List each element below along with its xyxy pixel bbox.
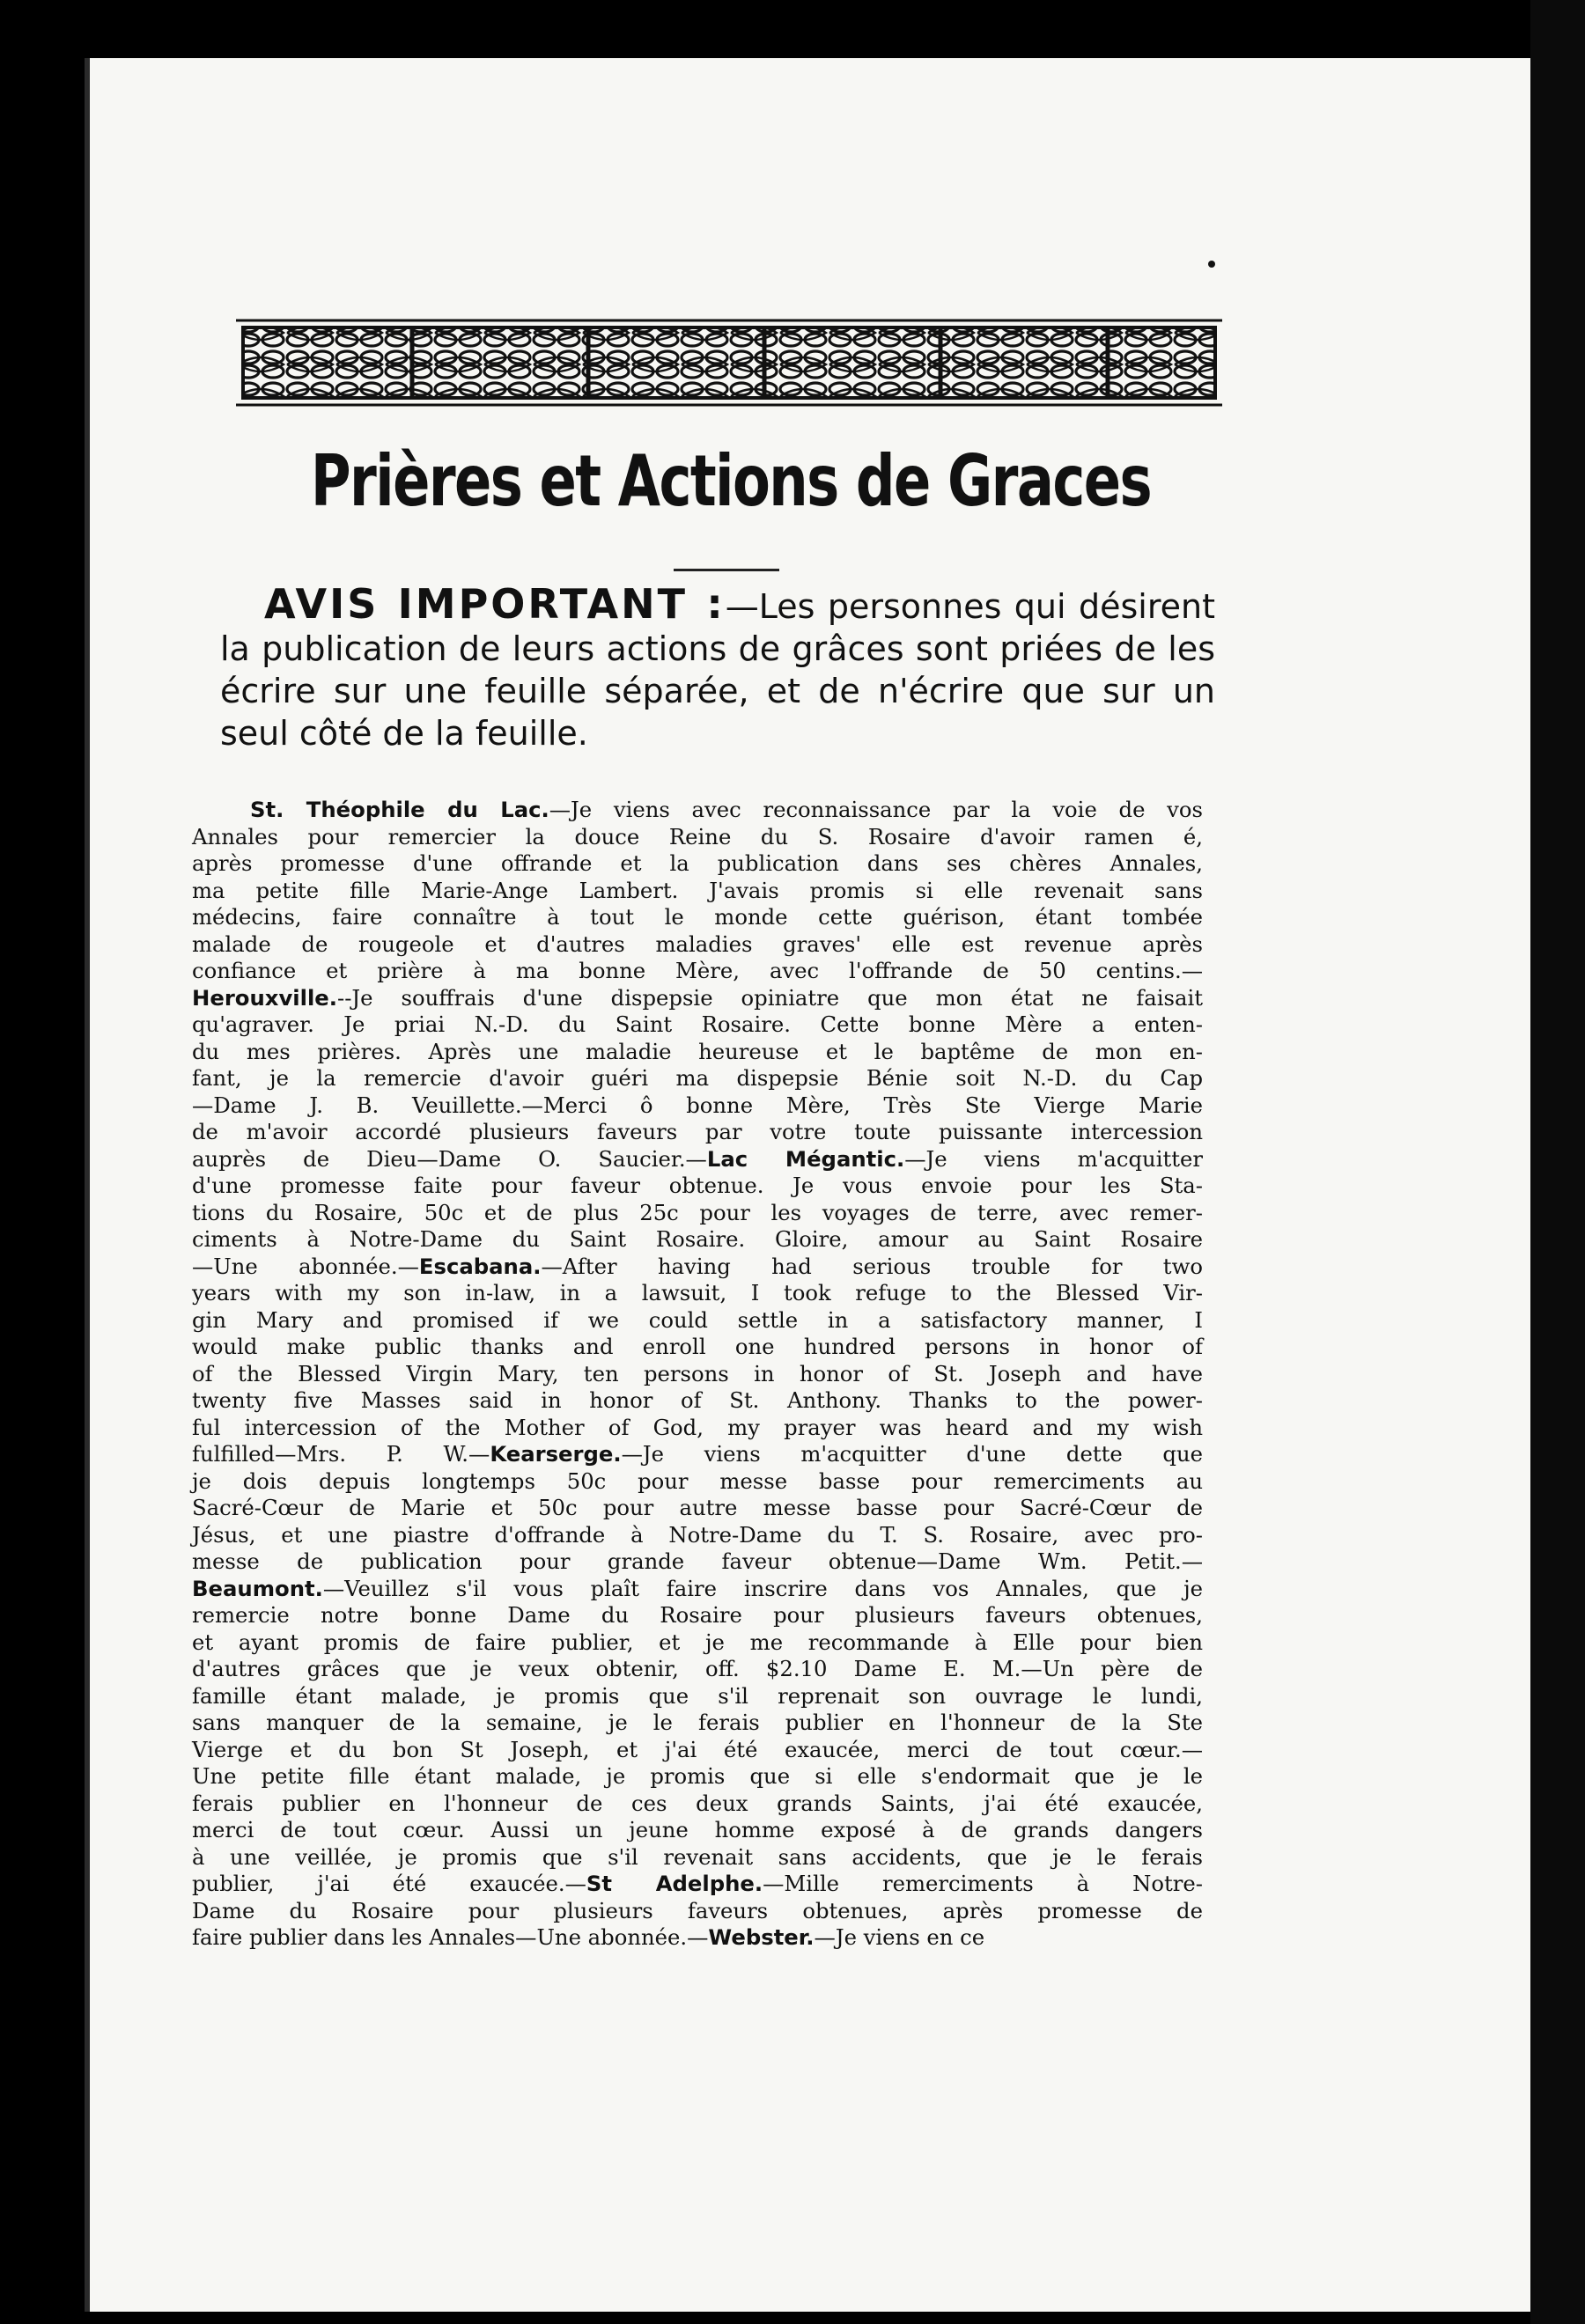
text-line	[192, 1629, 1203, 1657]
text-run: --Je souffrais d'une dispepsie opiniatre que mon état ne faisait	[337, 984, 1203, 1011]
text-line	[192, 1656, 1203, 1683]
text-run: publier, j'ai été exaucée.—	[192, 1871, 586, 1896]
text-run: Jésus, et une piastre d'offrande à Notre-Dame du T. S. Rosaire, avec pro-	[192, 1521, 1203, 1548]
text-line	[192, 1898, 1203, 1925]
text-line	[192, 1334, 1203, 1361]
text-line	[192, 1307, 1203, 1335]
text-run: tions du Rosaire, 50c et de plus 25c pour les voyages de terre, avec remer-	[192, 1199, 1203, 1225]
text-run: gin Mary and promised if we could settle in a satisfactory manner, I	[192, 1306, 1203, 1333]
text-run: fant, je la remercie d'avoir guéri ma dispepsie Bénie soit N.-D. du Cap	[192, 1065, 1203, 1091]
thanksgiving-letters	[192, 797, 1203, 1952]
text-line	[192, 1817, 1203, 1844]
place-name: St. Théophile du Lac.	[250, 797, 549, 822]
place-name: St Adelphe.	[586, 1871, 763, 1896]
text-run: d'autres grâces que je veux obtenir, off. $2.10 Dame E. M.—Un père de	[192, 1656, 1203, 1681]
text-run: of the Blessed Virgin Mary, ten persons in honor of St. Joseph and have	[192, 1360, 1203, 1386]
text-line	[192, 797, 1203, 824]
text-line	[192, 958, 1203, 985]
text-line	[192, 1039, 1203, 1066]
text-run: Sacré-Cœur de Marie et 50c pour autre messe basse pour Sacré-Cœur de	[192, 1495, 1203, 1520]
text-run: médecins, faire connaître à tout le monde cette guérison, étant tombée	[192, 904, 1203, 930]
text-line	[192, 1361, 1203, 1388]
text-line	[192, 824, 1203, 851]
place-name: Kearserge.	[490, 1441, 622, 1467]
text-run: ferais publier en l'honneur de ces deux grands Saints, j'ai été exaucée,	[192, 1790, 1203, 1816]
text-line	[192, 985, 1203, 1012]
text-run: years with my son in-law, in a lawsuit, I took refuge to the Blessed Vir-	[192, 1280, 1203, 1305]
text-run: —Je viens avec reconnaissance par la voie de vos	[549, 797, 1203, 822]
text-run: —Je viens m'acquitter	[904, 1145, 1203, 1172]
text-run: ful intercession of the Mother of God, my prayer was heard and my wish	[192, 1414, 1203, 1440]
text-run: would make public thanks and enroll one hundred persons in honor of	[192, 1334, 1203, 1359]
text-run: —Dame J. B. Veuillette.—Merci ô bonne Mère, Très Ste Vierge Marie	[192, 1092, 1203, 1118]
text-line	[192, 1119, 1203, 1146]
text-run: Une petite fille étant malade, je promis que si elle s'endormait que je le	[192, 1763, 1203, 1789]
text-run: ciments à Notre-Dame du Saint Rosaire. Gloire, amour au Saint Rosaire	[192, 1226, 1203, 1252]
text-line	[192, 1844, 1203, 1872]
text-run: auprès de Dieu—Dame O. Saucier.—	[192, 1145, 707, 1172]
text-run: Vierge et du bon St Joseph, et j'ai été exaucée, merci de tout cœur.—	[192, 1736, 1203, 1762]
text-line	[192, 878, 1203, 905]
text-line	[192, 1011, 1203, 1039]
text-run: Annales pour remercier la douce Reine du S. Rosaire d'avoir ramen é,	[192, 823, 1203, 849]
text-line	[192, 1737, 1203, 1764]
text-line	[192, 931, 1203, 959]
text-run: Dame du Rosaire pour plusieurs faveurs obtenues, après promesse de	[192, 1897, 1203, 1923]
text-run: après promesse d'une offrande et la publication dans ses chères Annales,	[192, 850, 1203, 876]
text-run: twenty five Masses said in honor of St. Anthony. Thanks to the power-	[192, 1387, 1203, 1413]
text-line	[192, 1522, 1203, 1549]
important-notice	[220, 580, 1215, 754]
text-run: je dois depuis longtemps 50c pour messe basse pour remerciments au	[192, 1467, 1203, 1494]
text-run: —Je viens en ce	[814, 1924, 985, 1950]
text-run: qu'agraver. Je priai N.-D. du Saint Rosaire. Cette bonne Mère a enten-	[192, 1011, 1203, 1037]
text-line	[192, 850, 1203, 878]
text-run: malade de rougeole et d'autres maladies graves' elle est revenue après	[192, 930, 1203, 957]
text-line	[192, 1146, 1203, 1173]
text-line	[192, 1065, 1203, 1092]
text-run: sans manquer de la semaine, je le ferais publier en l'honneur de la Ste	[192, 1710, 1203, 1735]
text-run: faire publier dans les Annales—Une abonnée.—	[192, 1924, 709, 1950]
place-name: Beaumont.	[192, 1575, 323, 1601]
text-run: —After having had serious trouble for two	[541, 1253, 1203, 1279]
text-run: —Une abonnée.—	[192, 1253, 419, 1279]
text-run: à une veillée, je promis que s'il revenait sans accidents, que je le ferais	[192, 1843, 1203, 1870]
text-run: merci de tout cœur. Aussi un jeune homme exposé à de grands dangers	[192, 1817, 1203, 1842]
place-name: Herouxville.	[192, 984, 337, 1011]
text-run: —Mille remerciments à Notre-	[763, 1871, 1203, 1896]
text-line	[192, 1387, 1203, 1415]
text-line	[192, 1763, 1203, 1791]
text-line	[192, 1200, 1203, 1227]
place-name: Escabana.	[418, 1253, 542, 1279]
text-run: du mes prières. Après une maladie heureuse et le baptême de mon en-	[192, 1038, 1203, 1064]
text-line	[192, 1710, 1203, 1737]
text-run: d'une promesse faite pour faveur obtenue. Je vous envoie pour les Sta-	[192, 1173, 1203, 1198]
text-line	[192, 1280, 1203, 1307]
text-run: remercie notre bonne Dame du Rosaire pour plusieurs faveurs obtenues,	[192, 1602, 1203, 1628]
ink-speck	[1208, 261, 1215, 268]
place-name: Lac Mégantic.	[706, 1145, 905, 1172]
text-line	[192, 1441, 1203, 1468]
text-run: et ayant promis de faire publier, et je me recommande à Elle pour bien	[192, 1629, 1203, 1655]
page-edge	[1530, 0, 1585, 2324]
text-run: —Veuillez s'il vous plaît faire inscrire dans vos Annales, que je	[322, 1575, 1203, 1601]
text-line	[192, 1173, 1203, 1200]
text-run: —Je viens m'acquitter d'une dette que	[621, 1441, 1203, 1467]
text-line	[192, 1092, 1203, 1120]
text-line	[192, 1924, 1203, 1952]
text-line	[192, 1548, 1203, 1576]
text-run: de m'avoir accordé plusieurs faveurs par votre toute puissante intercession	[192, 1119, 1203, 1144]
text-run: fulfilled—Mrs. P. W.—	[192, 1441, 490, 1467]
notice-text: —Les personnes qui désirent la publication de leurs actions de grâces sont priées de les écrire sur une feuille séparée, et de n'écrire que sur un seul côté de la feuille.	[220, 587, 1215, 753]
page-title: Prières et Actions de Graces	[310, 440, 1152, 522]
text-line	[192, 1791, 1203, 1818]
text-line	[192, 1254, 1203, 1281]
text-run: famille étant malade, je promis que s'il reprenait son ouvrage le lundi,	[192, 1682, 1203, 1709]
place-name: Webster.	[708, 1924, 815, 1950]
text-line	[192, 1495, 1203, 1522]
text-line	[192, 1415, 1203, 1442]
text-line	[192, 904, 1203, 931]
title-divider	[674, 569, 779, 571]
text-run: confiance et prière à ma bonne Mère, avec l'offrande de 50 centins.—	[192, 958, 1203, 983]
text-line	[192, 1468, 1203, 1496]
text-run: messe de publication pour grande faveur obtenue—Dame Wm. Petit.—	[192, 1548, 1203, 1574]
notice-heading: AVIS IMPORTANT :	[264, 580, 726, 628]
text-line	[192, 1871, 1203, 1898]
text-line	[192, 1602, 1203, 1629]
text-line	[192, 1226, 1203, 1254]
text-line	[192, 1683, 1203, 1710]
decorative-header-ornament	[236, 317, 1222, 408]
text-run: ma petite fille Marie-Ange Lambert. J'avais promis si elle revenait sans	[192, 877, 1203, 903]
text-line	[192, 1576, 1203, 1603]
